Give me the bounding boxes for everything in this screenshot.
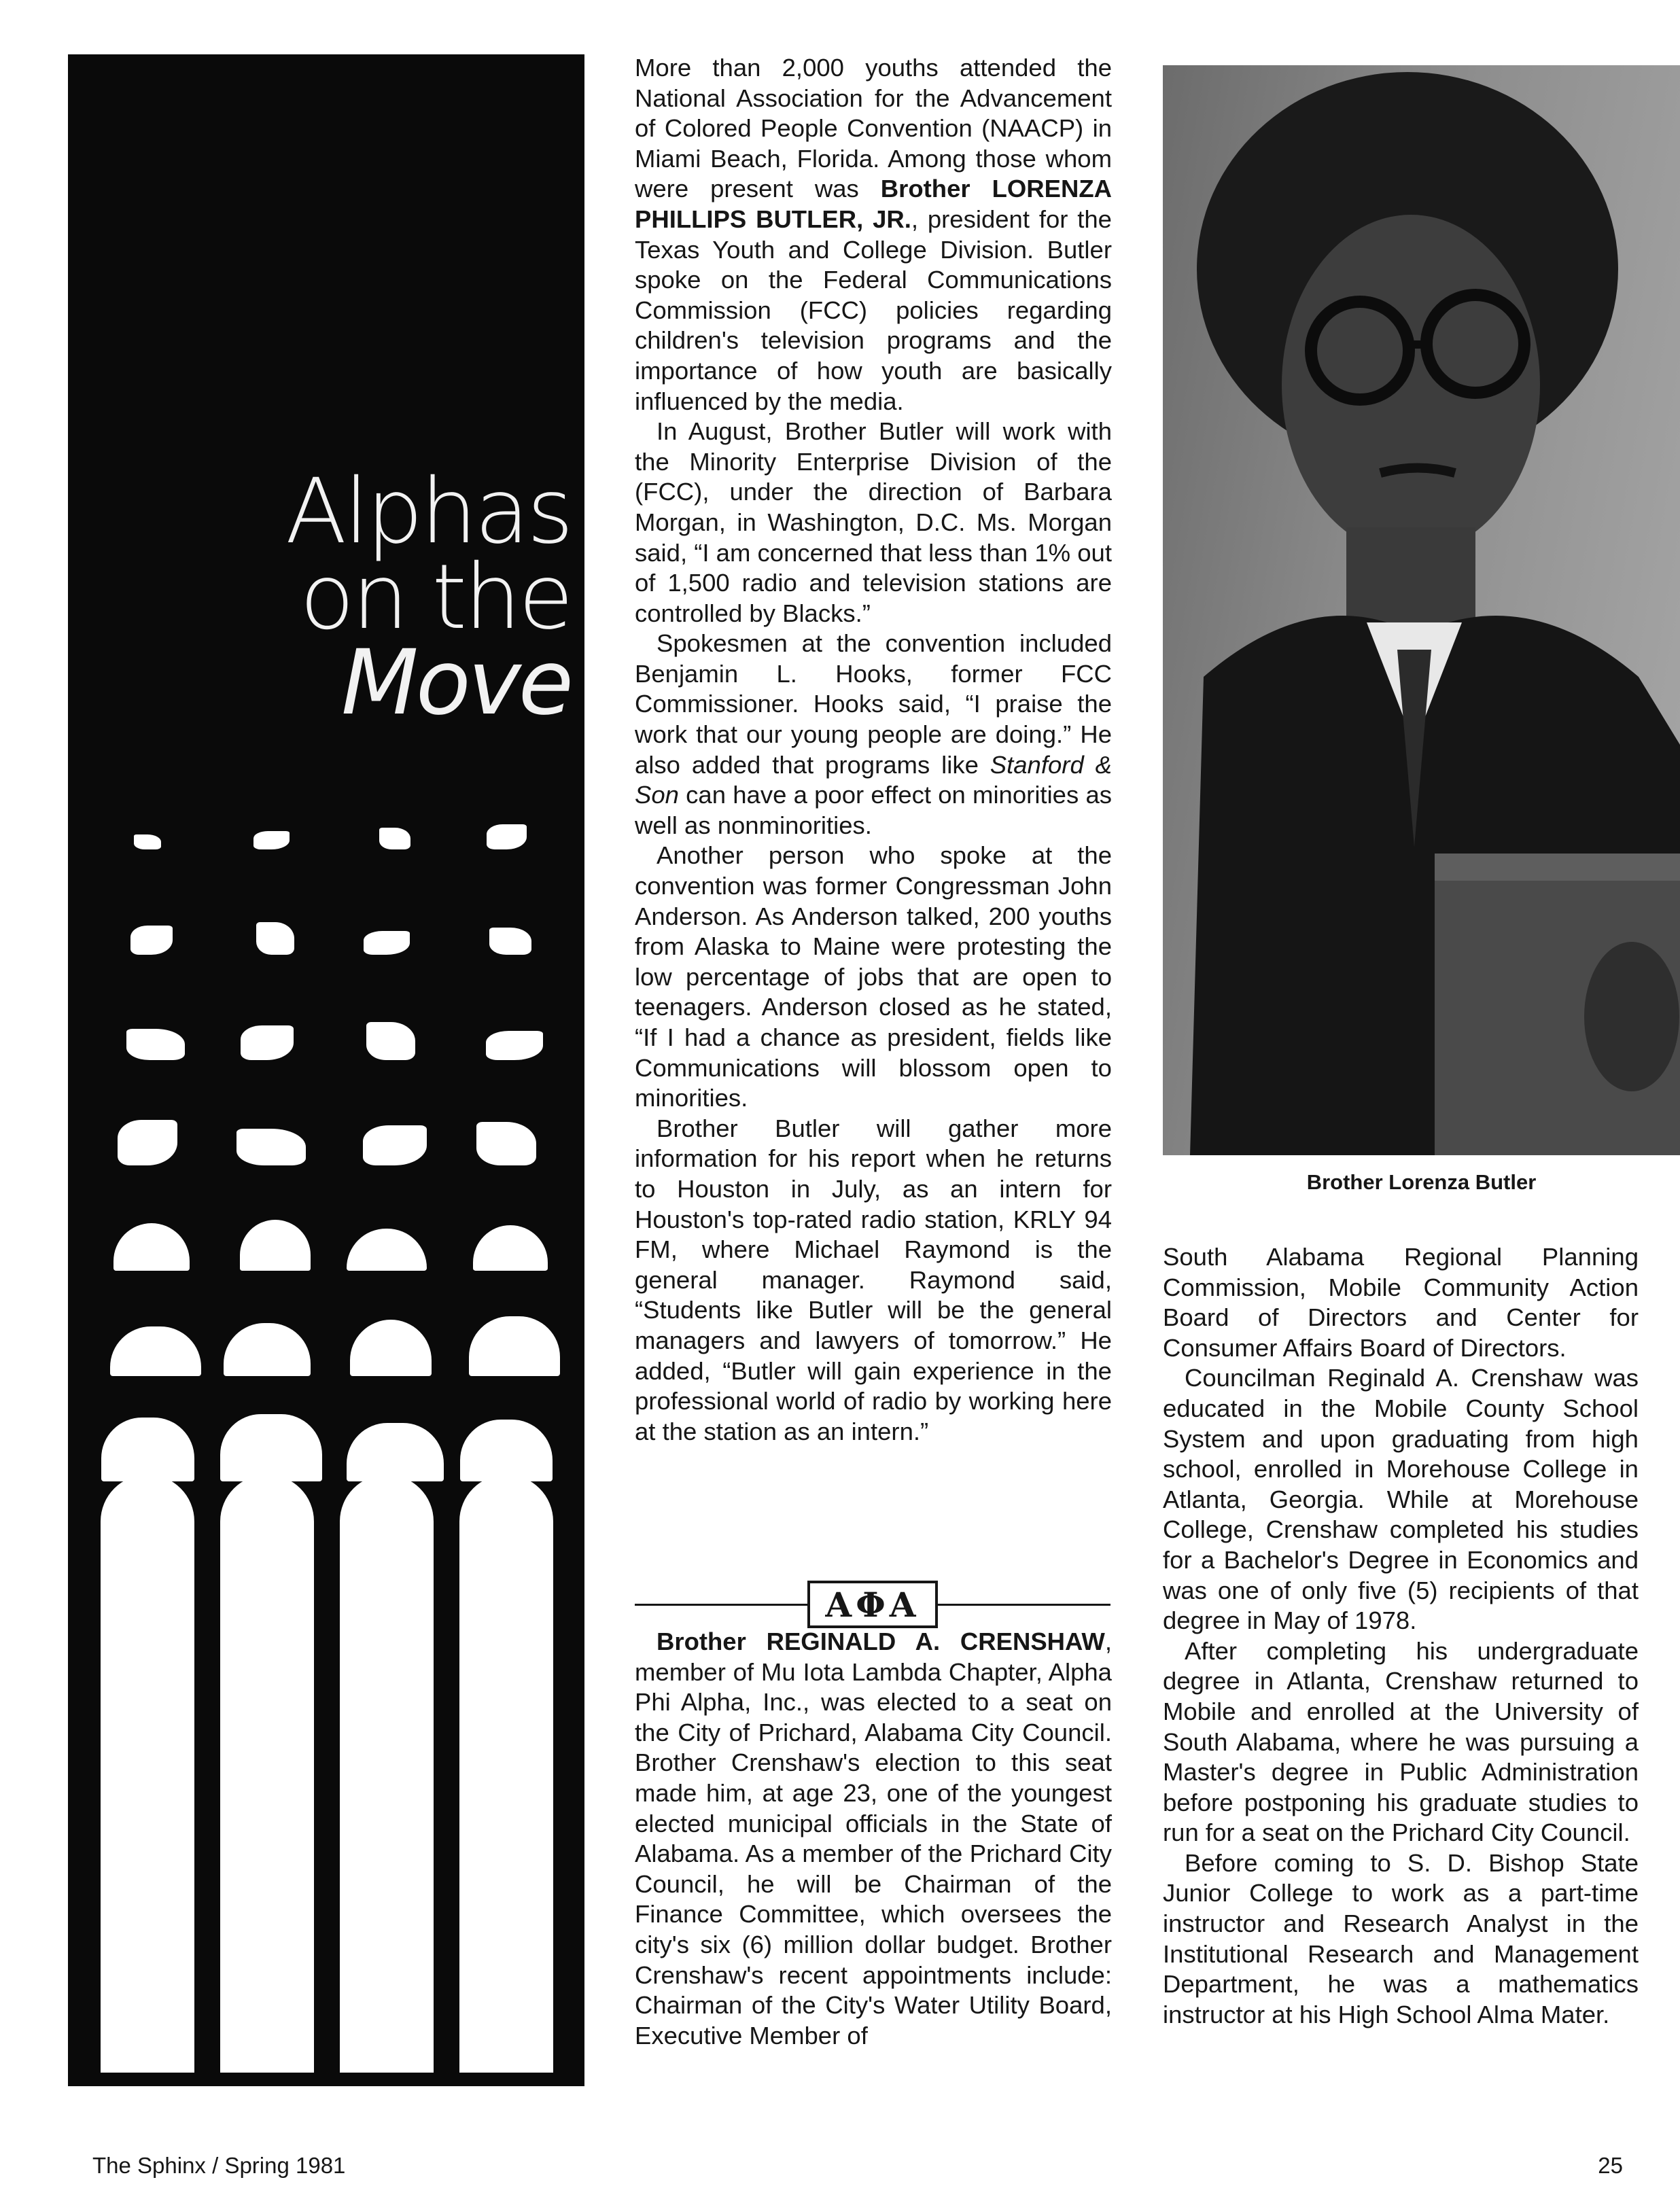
- banner-title-line-1: Alphas: [285, 459, 571, 564]
- film-frame-silhouette: [220, 1414, 322, 1481]
- portrait-photo: [1163, 65, 1680, 1155]
- film-frame-silhouette: [460, 1420, 553, 1481]
- divider-line-left: [635, 1604, 807, 1606]
- text-run: , member of Mu Iota Lambda Chapter, Alpha Phi Alpha, Inc., was elected to a seat on the City of Prichard, Alabama City Council. Brother Crenshaw's election to this seat made him, at age 23, one of the youngest elected municipal officials in the State of Alabama. As a member of the Prichard City Council, he will be Chairman of the Finance Committee, which oversees the city's six (6) million dollar budget. Brother Crenshaw's recent appointments include: Chairman of the City's Water Utility Board, Executive Member of: [635, 1628, 1112, 2050]
- film-frame-silhouette: [113, 1223, 189, 1271]
- film-frame-silhouette: [489, 928, 531, 955]
- film-frame-silhouette: [473, 1225, 548, 1271]
- film-frame-silhouette: [486, 1031, 544, 1060]
- text-run: can have a poor effect on minorities as well as nonminorities.: [635, 781, 1112, 839]
- article-column-middle-continued: [635, 1627, 1112, 2051]
- text-run: Before coming to S. D. Bishop State Junior College to work as a part-time instructor and Research Analyst in the Institutional Research and Management Department, he was a mathematics instructor at his High School Alma Mater.: [1163, 1848, 1639, 2028]
- divider-line-right: [938, 1604, 1110, 1606]
- banner-title-line-2: on the: [299, 545, 571, 650]
- paragraph: [635, 1627, 1112, 2051]
- film-frame-silhouette: [366, 1022, 415, 1060]
- film-frame-silhouette: [224, 1323, 310, 1376]
- text-run: South Alabama Regional Planning Commission, Mobile Community Action Board of Directors and Center for Consumer Affairs Board of Directors.: [1163, 1243, 1639, 1362]
- film-frame-silhouette: [130, 926, 173, 955]
- paragraph: [1163, 1636, 1639, 1848]
- footer-publication: The Sphinx / Spring 1981: [92, 2153, 346, 2178]
- bar-arch-2: [220, 1475, 314, 1529]
- film-frame-silhouette: [237, 1129, 306, 1165]
- portrait-illustration: [1163, 65, 1680, 1155]
- bar-arch-1: [101, 1475, 194, 1529]
- italic-text: Stanford & Son: [635, 750, 1112, 809]
- film-frame-silhouette: [118, 1120, 178, 1165]
- text-run: Councilman Reginald A. Crenshaw was educated in the Mobile County School System and upon graduating from high school, enrolled in Morehouse College in Atlanta, Georgia. While at Morehouse College, Crenshaw completed his studies for a Bachelor's Degree in Economics and was one of only five (5) recipients of that degree in May of 1978.: [1163, 1364, 1639, 1635]
- film-frame-silhouette: [241, 1025, 294, 1060]
- text-run: , president for the Texas Youth and College Division. Butler spoke on the Federal Communications Commission (FCC) policies regarding children's television programs and the importance of how youth are basically influenced by the media.: [635, 205, 1112, 415]
- section-divider: [635, 1575, 1110, 1630]
- fraternity-crest: ΑΦΑ: [807, 1581, 938, 1628]
- text-run: Spokesmen at the convention included Benjamin L. Hooks, former FCC Commissioner. Hooks said, “I praise the work that our young people are doing.” He also added that programs like: [635, 629, 1112, 779]
- paragraph: [1163, 1848, 1639, 2030]
- bold-text: Brother REGINALD A. CRENSHAW: [657, 1628, 1105, 1655]
- paragraph: [1163, 1363, 1639, 1636]
- film-frame-silhouette: [487, 824, 527, 849]
- bold-text: Brother LORENZA PHILLIPS BUTLER, JR.: [635, 175, 1112, 233]
- text-run: Another person who spoke at the convention was former Congressman John Anderson. As Anderson talked, 200 youths from Alaska to Maine were protesting the low percentage of jobs that are open to teenagers. Anderson closed as he stated, “If I had a chance as president, fields like Communications will blossom open to minorities.: [635, 841, 1112, 1112]
- banner-title: [285, 459, 571, 735]
- film-frame-silhouette: [379, 828, 410, 849]
- film-frame-silhouette: [134, 834, 161, 849]
- banner-graphic: [68, 54, 584, 2086]
- text-run: Brother Butler will gather more information for his report when he returns to Houston in July, as an intern for Houston's top-rated radio station, KRLY 94 FM, where Michael Raymond is the general manager. Raymond said, “Students like Butler will be the general managers and lawyers of tomorrow.” He added, “Butler will gain experience in the professional world of radio by working here at the station as an intern.”: [635, 1114, 1112, 1445]
- bar-2: [220, 1529, 314, 2073]
- film-frames: [101, 775, 563, 1583]
- film-frame-silhouette: [364, 931, 410, 955]
- paragraph: [635, 53, 1112, 417]
- film-frame-silhouette: [126, 1029, 185, 1060]
- film-frame-silhouette: [110, 1326, 201, 1376]
- paragraph: [635, 417, 1112, 629]
- paragraph: [635, 1114, 1112, 1447]
- bar-arch-4: [459, 1475, 553, 1529]
- banner-title-line-3: Move: [341, 631, 571, 735]
- film-frame-silhouette: [476, 1122, 536, 1165]
- paragraph: [635, 841, 1112, 1113]
- paragraph: [635, 629, 1112, 841]
- bar-1: [101, 1529, 194, 2073]
- text-run: After completing his undergraduate degree in Atlanta, Crenshaw returned to Mobile and enrolled at the University of South Alabama, where he was pursuing a Master's degree in Public Administration before postponing his graduate studies to run for a seat on the Prichard City Council.: [1163, 1636, 1639, 1847]
- film-frame-silhouette: [350, 1320, 432, 1376]
- text-run: In August, Brother Butler will work with the Minority Enterprise Division of the (FCC), under the direction of Barbara Morgan, in Washington, D.C. Ms. Morgan said, “I am concerned that less than 1% out of 1,500 radio and television stations are controlled by Blacks.”: [635, 417, 1113, 627]
- page-number: 25: [1598, 2153, 1623, 2178]
- film-frame-silhouette: [469, 1316, 559, 1376]
- bar-arch-3: [340, 1475, 434, 1529]
- text-run: More than 2,000 youths attended the National Association for the Advancement of Colored People Convention (NAACP) in Miami Beach, Florida. Among those whom were present was: [635, 54, 1112, 203]
- film-strip-bars: [101, 1475, 570, 2073]
- film-frame-silhouette: [240, 1220, 311, 1271]
- film-frame-silhouette: [101, 1418, 194, 1481]
- film-frame-silhouette: [256, 922, 294, 955]
- film-frame-silhouette: [363, 1125, 427, 1165]
- bar-4: [459, 1529, 553, 2073]
- article-column-middle: [635, 53, 1112, 1447]
- film-frame-silhouette: [347, 1423, 444, 1481]
- article-column-right: [1163, 1242, 1639, 2030]
- photo-caption: Brother Lorenza Butler: [1306, 1170, 1537, 1194]
- paragraph: [1163, 1242, 1639, 1363]
- film-frame-silhouette: [253, 831, 290, 849]
- film-frame-silhouette: [347, 1229, 426, 1271]
- bar-3: [340, 1529, 434, 2073]
